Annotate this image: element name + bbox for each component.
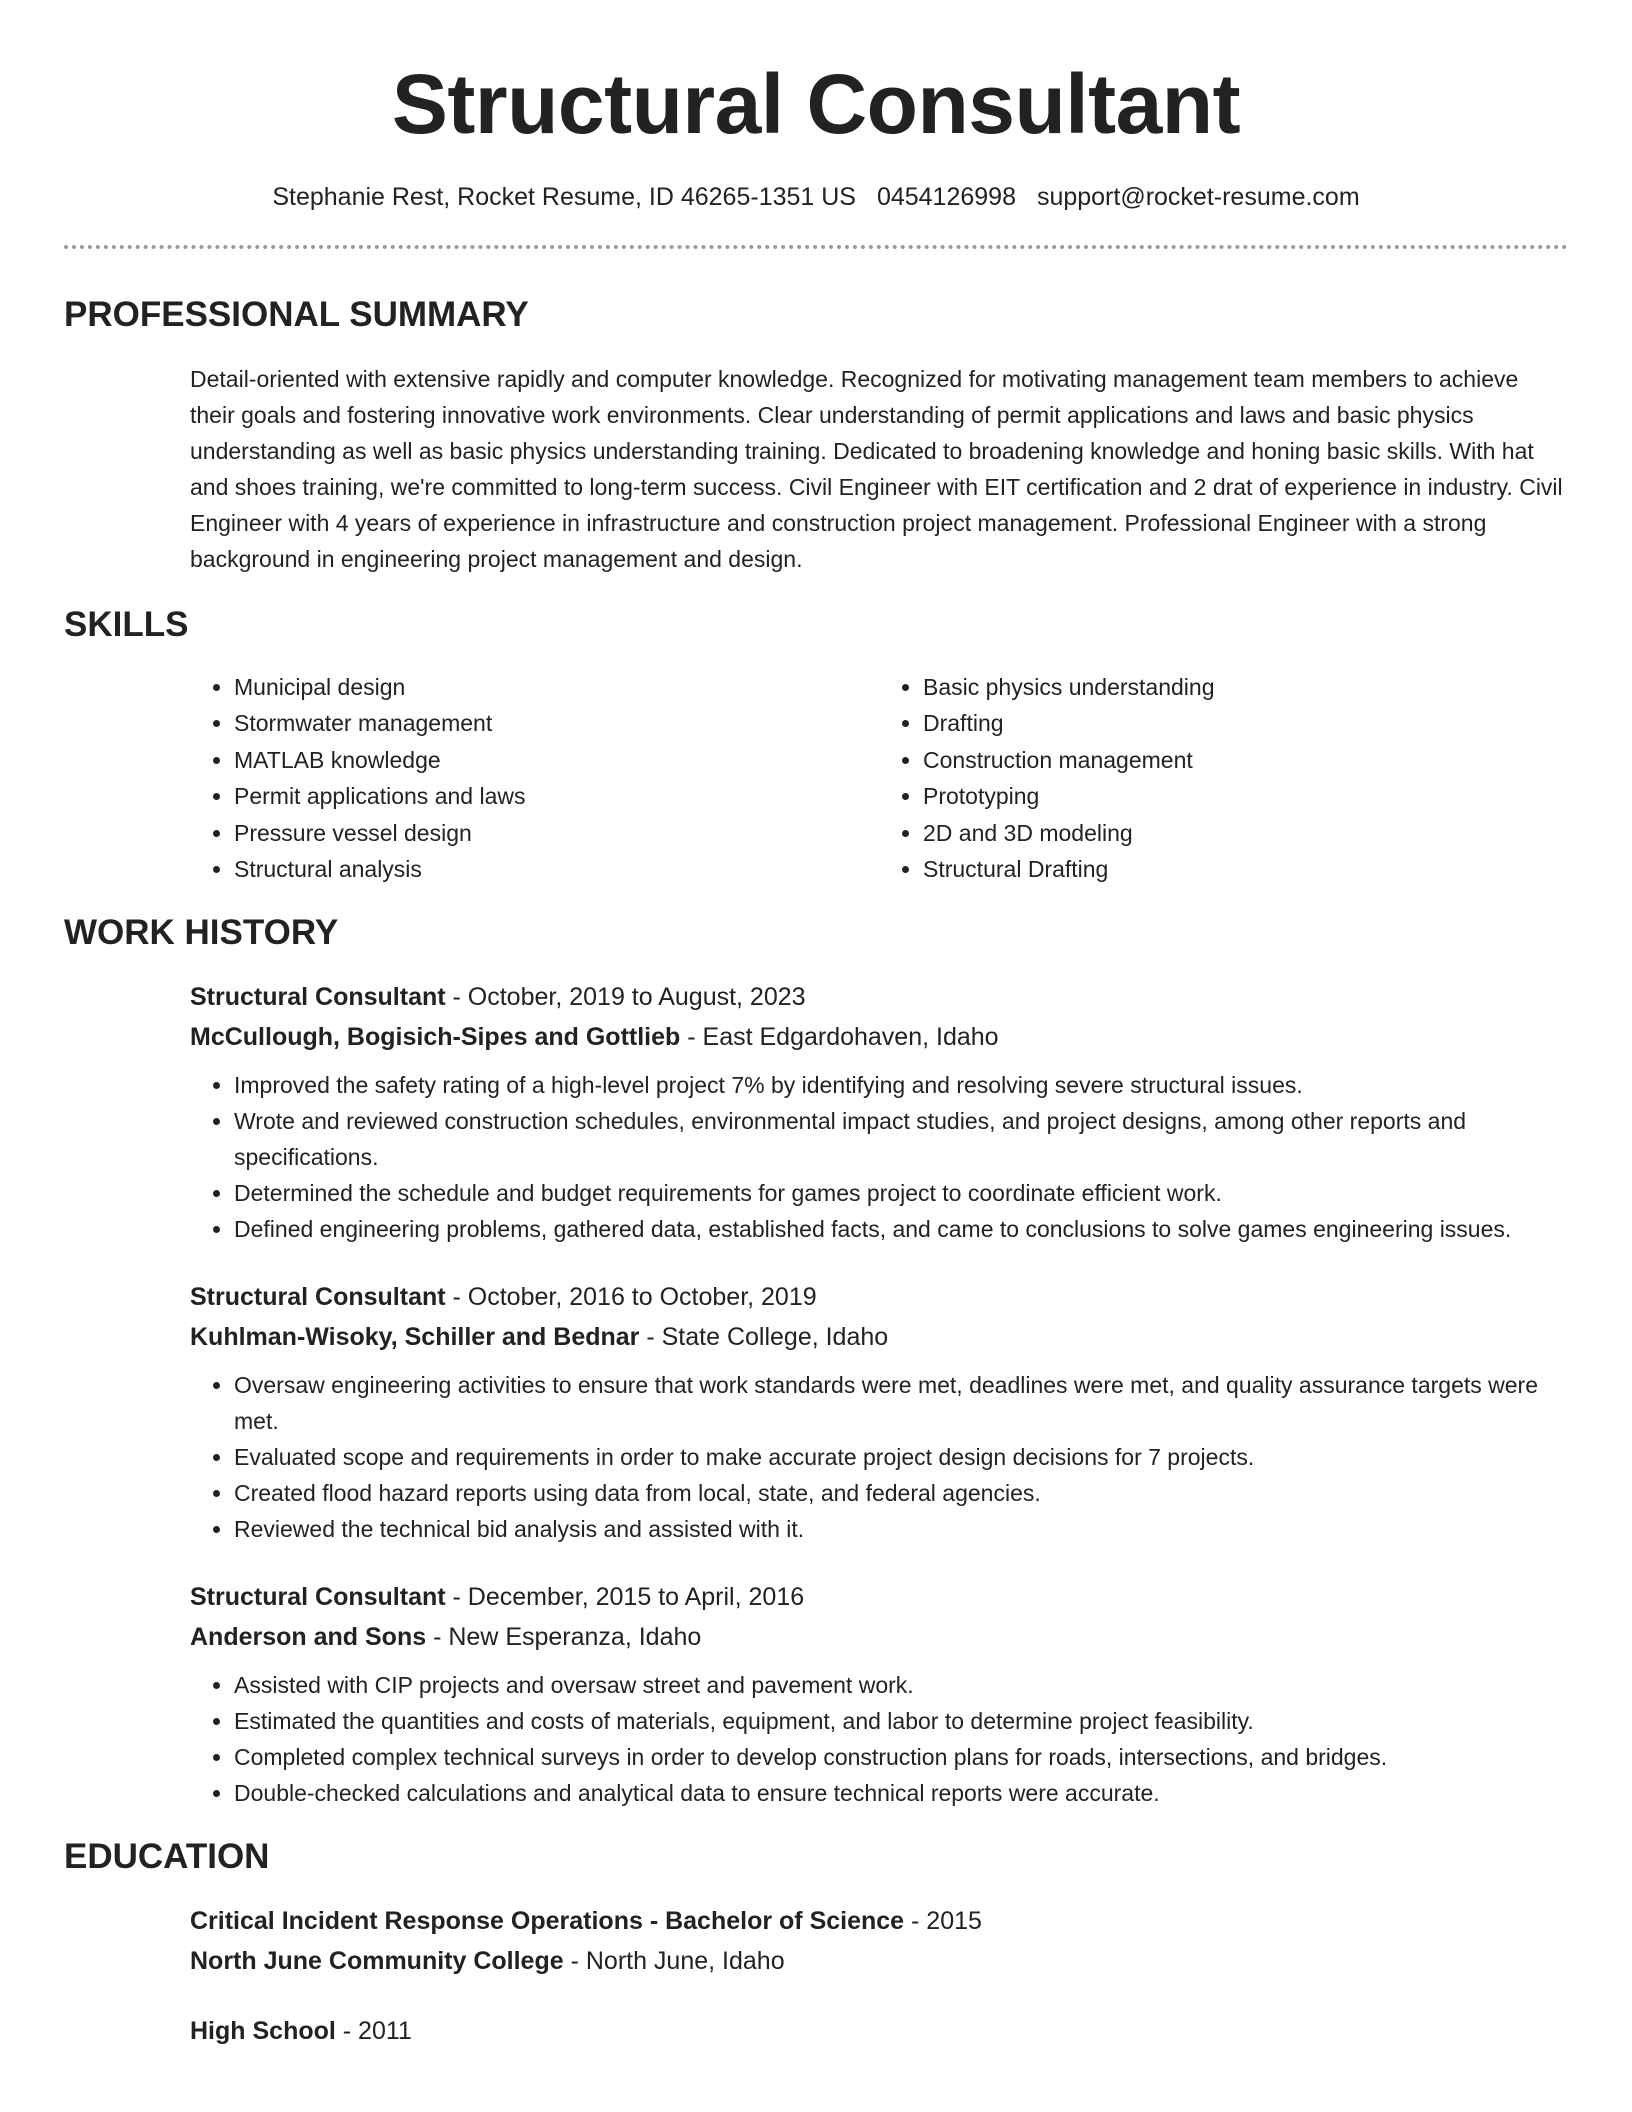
skill-item: • Pressure vessel design xyxy=(234,815,879,851)
job-dates: - October, 2016 to October, 2019 xyxy=(445,1283,817,1312)
job-bullet: • Assisted with CIP projects and oversaw street and pavement work. xyxy=(234,1667,1568,1703)
job-bullet: • Estimated the quantities and costs of materials, equipment, and labor to determine project feasibility. xyxy=(234,1703,1568,1739)
job-company-line xyxy=(190,1617,1568,1657)
education-entry xyxy=(190,1901,1568,1981)
work-heading: WORK HISTORY xyxy=(64,913,339,953)
skills-column-left xyxy=(190,669,879,887)
education-degree-line xyxy=(190,1901,1568,1941)
job-title-line xyxy=(190,1277,1568,1317)
job-bullet: • Evaluated scope and requirements in order to make accurate project design decisions for 7 projects. xyxy=(234,1439,1568,1475)
job-bullet: • Determined the schedule and budget requirements for games project to coordinate efficient work. xyxy=(234,1175,1568,1211)
education-entry xyxy=(190,2011,1568,2051)
job-location: - New Esperanza, Idaho xyxy=(426,1623,702,1652)
job-location: - East Edgardohaven, Idaho xyxy=(680,1023,999,1052)
header-divider xyxy=(64,245,1568,249)
education-list xyxy=(190,1901,1568,2051)
resume-page xyxy=(64,0,1568,2051)
job-entry xyxy=(190,1577,1568,1811)
skill-item: • 2D and 3D modeling xyxy=(923,815,1568,851)
job-company-line xyxy=(190,1017,1568,1057)
skill-item: • Municipal design xyxy=(234,669,879,705)
skill-item: • Construction management xyxy=(923,742,1568,778)
job-bullet: • Double-checked calculations and analytical data to ensure technical reports were accurate. xyxy=(234,1775,1568,1811)
job-bullet: • Reviewed the technical bid analysis and assisted with it. xyxy=(234,1511,1568,1547)
job-entry xyxy=(190,1277,1568,1547)
skill-item: • Stormwater management xyxy=(234,705,879,741)
education-degree: High School xyxy=(190,2017,336,2046)
job-company: McCullough, Bogisich-Sipes and Gottlieb xyxy=(190,1023,681,1052)
skill-item: • MATLAB knowledge xyxy=(234,742,879,778)
education-school: North June Community College xyxy=(190,1947,564,1976)
job-bullets xyxy=(190,1667,1568,1811)
education-school-line xyxy=(190,1941,1568,1981)
job-bullet: • Created flood hazard reports using data from local, state, and federal agencies. xyxy=(234,1475,1568,1511)
job-entry xyxy=(190,977,1568,1247)
education-year: - 2015 xyxy=(904,1907,982,1936)
job-title: Structural Consultant xyxy=(190,1283,446,1312)
job-title-line xyxy=(190,1577,1568,1617)
education-degree: Critical Incident Response Operations - Bachelor of Science xyxy=(190,1907,905,1936)
skill-item: • Structural Drafting xyxy=(923,851,1568,887)
education-degree-line xyxy=(190,2011,1568,2051)
job-dates: - December, 2015 to April, 2016 xyxy=(445,1583,805,1612)
job-title-line xyxy=(190,977,1568,1017)
job-title: Structural Consultant xyxy=(190,983,446,1012)
contact-email[interactable]: support@rocket-resume.com xyxy=(1036,183,1360,211)
contact-line xyxy=(64,181,1568,213)
skill-item: • Prototyping xyxy=(923,778,1568,814)
work-list xyxy=(190,977,1568,1811)
job-bullet: • Oversaw engineering activities to ensure that work standards were met, deadlines were met, and quality assurance targets were met. xyxy=(234,1367,1568,1439)
job-dates: - October, 2019 to August, 2023 xyxy=(445,983,806,1012)
job-bullet: • Defined engineering problems, gathered data, established facts, and came to conclusions to solve games engineering issues. xyxy=(234,1211,1568,1247)
skill-item: • Drafting xyxy=(923,705,1568,741)
skill-item: • Permit applications and laws xyxy=(234,778,879,814)
skills-heading: SKILLS xyxy=(64,605,189,644)
job-bullet: • Completed complex technical surveys in order to develop construction plans for roads, intersections, and bridges. xyxy=(234,1739,1568,1775)
job-company-line xyxy=(190,1317,1568,1357)
summary-heading: PROFESSIONAL SUMMARY xyxy=(64,295,529,334)
job-bullet: • Improved the safety rating of a high-level project 7% by identifying and resolving severe structural issues. xyxy=(234,1067,1568,1103)
education-location: - North June, Idaho xyxy=(563,1947,785,1976)
contact-phone: 0454126998 xyxy=(876,183,1016,211)
job-company: Kuhlman-Wisoky, Schiller and Bednar xyxy=(190,1323,640,1352)
job-location: - State College, Idaho xyxy=(639,1323,889,1352)
skill-item: • Structural analysis xyxy=(234,851,879,887)
education-year: - 2011 xyxy=(335,2017,412,2046)
job-bullets xyxy=(190,1067,1568,1247)
summary-text: Detail-oriented with extensive rapidly and computer knowledge. Recognized for motivating management team members to achieve their goals and fostering innovative work environments. Clear understanding of permit applications and laws and basic physics understanding as well as basic physics understanding training. Dedicated to broadening knowledge and honing basic skills. With hat and shoes training, we're committed to long-term success. Civil Engineer with EIT certification and 2 drat of experience in industry. Civil Engineer with 4 years of experience in infrastructure and construction project management. Professional Engineer with a strong background in engineering project management and design. xyxy=(190,366,1563,572)
contact-address: Stephanie Rest, Rocket Resume, ID 46265-1351 US xyxy=(272,183,856,211)
job-title: Structural Consultant xyxy=(190,1583,446,1612)
job-bullets xyxy=(190,1367,1568,1547)
skills-list xyxy=(190,669,1568,887)
resume-title: Structural Consultant xyxy=(391,57,1241,151)
education-heading: EDUCATION xyxy=(64,1837,270,1877)
skill-item: • Basic physics understanding xyxy=(923,669,1568,705)
job-company: Anderson and Sons xyxy=(190,1623,427,1652)
skills-column-right xyxy=(879,669,1568,887)
job-bullet: • Wrote and reviewed construction schedules, environmental impact studies, and project designs, among other reports and specifications. xyxy=(234,1103,1568,1175)
